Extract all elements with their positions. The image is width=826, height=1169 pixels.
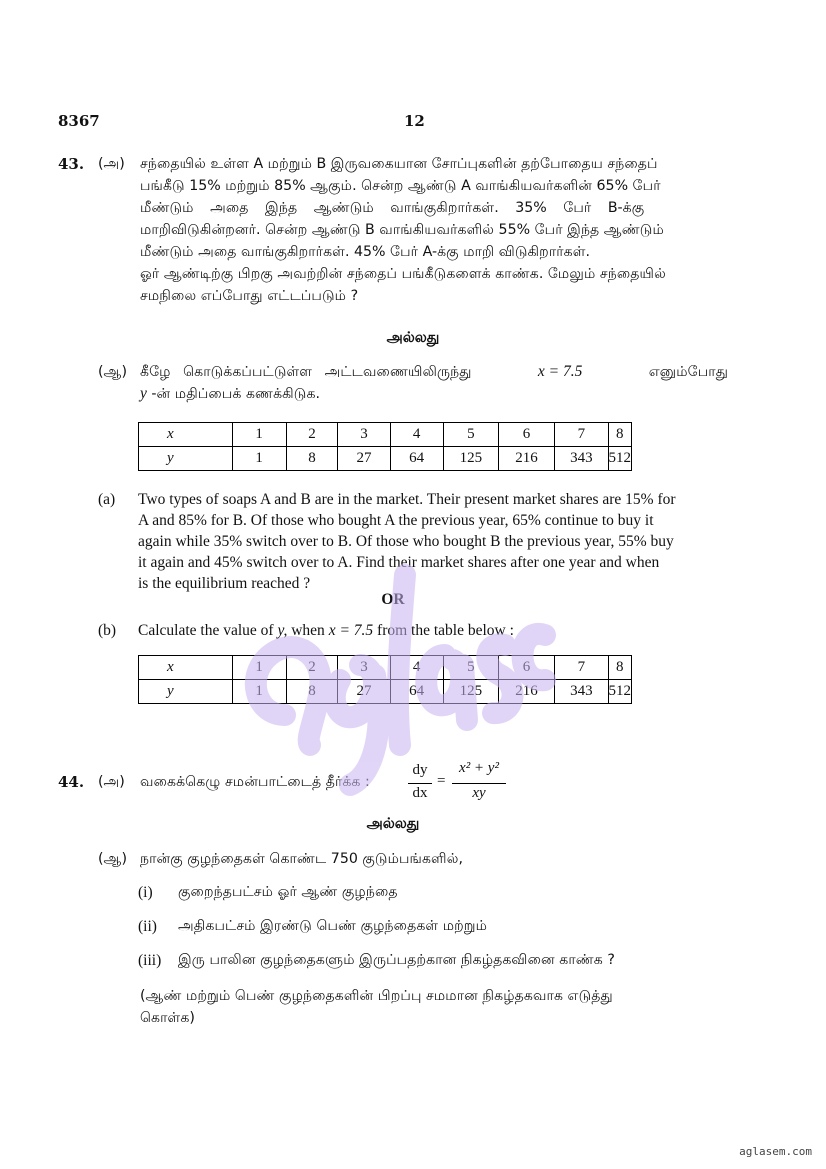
q43-english-a-marker: (a) — [98, 491, 116, 508]
q43-ta-line: மாறிவிடுகின்றனர். சென்ற ஆண்டு B வாங்கியவர்களில் 55% பேர் இந்த ஆண்டும் — [140, 222, 664, 238]
q43-ta-line: பங்கீடு 15% மற்றும் 85% ஆகும். சென்ற ஆண்டு A வாங்கியவர்களின் 65% பேர் — [140, 178, 661, 194]
table-cell: 5 — [443, 423, 498, 447]
table-label-x: x — [139, 656, 233, 680]
table-cell: 8 — [608, 423, 632, 447]
table-cell: 27 — [338, 680, 390, 704]
q43-tb-rest: -ன் மதிப்பைக் கணக்கிடுக. — [151, 386, 321, 402]
table-cell: 4 — [390, 423, 443, 447]
q43-eb-mid: when — [291, 622, 325, 639]
table-cell: 1 — [232, 680, 286, 704]
table-cell: 125 — [443, 447, 498, 471]
table-cell: 1 — [232, 447, 286, 471]
q43-eb-var-y: y, — [277, 622, 288, 639]
fraction-denominator: xy — [472, 785, 486, 801]
question-43-number: 43. — [58, 155, 85, 173]
table-cell: 7 — [555, 656, 608, 680]
fraction-bar — [408, 783, 432, 784]
q43-english-b-text — [138, 620, 514, 641]
fraction-numerator: dy — [412, 762, 428, 778]
table-row-x — [139, 656, 632, 680]
table-cell: 512 — [608, 447, 632, 471]
table-cell: 125 — [443, 680, 498, 704]
equals-sign: = — [437, 773, 446, 789]
table-cell: 216 — [498, 680, 554, 704]
q43-tb-text-post: எனும்போது — [648, 364, 728, 380]
q43-tamil-b-line2 — [140, 383, 320, 405]
table-cell: 7 — [555, 423, 608, 447]
q44-or-tamil: அல்லது — [366, 816, 420, 832]
q43-en-line: it again and 45% switch over to A. Find their market shares after one year and when — [138, 554, 660, 571]
q44-note-line: (ஆண் மற்றும் பெண் குழந்தைகளின் பிறப்பு சமமான நிகழ்தகவாக எடுத்து — [140, 988, 613, 1004]
table-cell: 8 — [286, 447, 338, 471]
table-cell: 216 — [498, 447, 554, 471]
table-row-y — [139, 680, 632, 704]
page-number: 12 — [404, 112, 425, 130]
q43-or-english: OR — [381, 591, 405, 608]
q43-eb-post: from the table below : — [377, 622, 514, 639]
table-row-x — [139, 423, 632, 447]
question-44-number: 44. — [58, 773, 85, 791]
q44-note — [140, 985, 700, 1029]
q43-ta-line: மீண்டும் அதை வாங்குகிறார்கள். 45% பேர் A-க்கு மாறி விடுகிறார்கள். — [140, 244, 591, 260]
fraction-denominator: dx — [412, 785, 428, 801]
table-cell: 5 — [443, 656, 498, 680]
dy-dx-fraction — [408, 762, 432, 804]
table-cell: 4 — [390, 656, 443, 680]
q44-note-line: கொள்க) — [140, 1010, 195, 1026]
table-cell: 512 — [608, 680, 632, 704]
fraction-numerator: x² + y² — [459, 760, 499, 776]
q44-tamil-b-intro: நான்கு குழந்தைகள் கொண்ட 750 குடும்பங்களில், — [140, 851, 464, 867]
q43-ta-line: சமநிலை எப்போது எட்டப்படும் ? — [140, 288, 359, 304]
table-row-y — [139, 447, 632, 471]
table-cell: 2 — [286, 423, 338, 447]
table-label-y: y — [139, 447, 233, 471]
q43-en-line: is the equilibrium reached ? — [138, 575, 311, 592]
table-cell: 8 — [608, 656, 632, 680]
q44-item-label: (iii) — [138, 952, 162, 969]
q43-table-english — [138, 655, 632, 704]
table-cell: 3 — [338, 656, 390, 680]
table-cell: 6 — [498, 656, 554, 680]
q44-tamil-b-marker: (ஆ) — [98, 851, 128, 867]
q43-table-tamil — [138, 422, 632, 471]
q43-ta-line: சந்தையில் உள்ள A மற்றும் B இருவகையான சோப்புகளின் தற்போதைய சந்தைப் — [140, 156, 658, 172]
q43-en-line: Two types of soaps A and B are in the market. Their present market shares are 15% for — [138, 491, 676, 508]
q43-tamil-b-line1 — [140, 361, 728, 383]
rhs-fraction — [452, 760, 506, 804]
q43-ta-line: ஓர் ஆண்டிற்கு பிறகு அவற்றின் சந்தைப் பங்கீடுகளைக் காண்க. மேலும் சந்தையில் — [140, 266, 666, 282]
paper-code: 8367 — [58, 112, 100, 130]
table-cell: 343 — [555, 447, 608, 471]
q43-tamil-b-marker: (ஆ) — [98, 364, 128, 380]
fraction-bar — [452, 783, 506, 784]
q44-tamil-a-marker: (அ) — [98, 774, 125, 790]
table-cell: 2 — [286, 656, 338, 680]
q44-item-text: அதிகபட்சம் இரண்டு பெண் குழந்தைகள் மற்றும் — [178, 918, 488, 934]
table-cell: 343 — [555, 680, 608, 704]
q43-en-line: again while 35% switch over to B. Of those who bought B the previous year, 55% buy — [138, 533, 674, 550]
table-cell: 1 — [232, 423, 286, 447]
table-label-x: x — [139, 423, 233, 447]
q43-eb-pre: Calculate the value of — [138, 622, 274, 639]
table-cell: 64 — [390, 680, 443, 704]
table-cell: 27 — [338, 447, 390, 471]
table-cell: 6 — [498, 423, 554, 447]
q44-item-label: (ii) — [138, 918, 157, 935]
q43-tb-var-y: y — [140, 385, 147, 402]
q43-tb-text: கீழே கொடுக்கப்பட்டுள்ள அட்டவணையிலிருந்து — [140, 364, 472, 380]
table-label-y: y — [139, 680, 233, 704]
q44-tamil-a-text: வகைக்கெழு சமன்பாட்டைத் தீர்க்க : — [140, 774, 370, 790]
table-cell: 8 — [286, 680, 338, 704]
footer-site: aglasem.com — [739, 1145, 812, 1158]
q43-tb-math: x = 7.5 — [537, 363, 583, 380]
q43-english-a-text — [138, 489, 728, 594]
table-cell: 64 — [390, 447, 443, 471]
q44-item-text: குறைந்தபட்சம் ஓர் ஆண் குழந்தை — [178, 884, 398, 900]
q43-tamil-a-text — [140, 153, 728, 307]
q43-eb-math: x = 7.5 — [328, 622, 374, 639]
q43-or-tamil: அல்லது — [386, 330, 440, 346]
q44-item-text: இரு பாலின குழந்தைகளும் இருப்பதற்கான நிகழ்தகவினை காண்க ? — [178, 952, 615, 968]
q44-item-label: (i) — [138, 884, 153, 901]
q43-tamil-a-marker: (அ) — [98, 156, 125, 172]
table-cell: 1 — [232, 656, 286, 680]
q43-en-line: A and 85% for B. Of those who bought A the previous year, 65% continue to buy it — [138, 512, 654, 529]
q43-ta-line: மீண்டும் அதை இந்த ஆண்டும் வாங்குகிறார்கள். 35% பேர் B-க்கு — [140, 200, 645, 216]
q43-english-b-marker: (b) — [98, 622, 117, 639]
table-cell: 3 — [338, 423, 390, 447]
